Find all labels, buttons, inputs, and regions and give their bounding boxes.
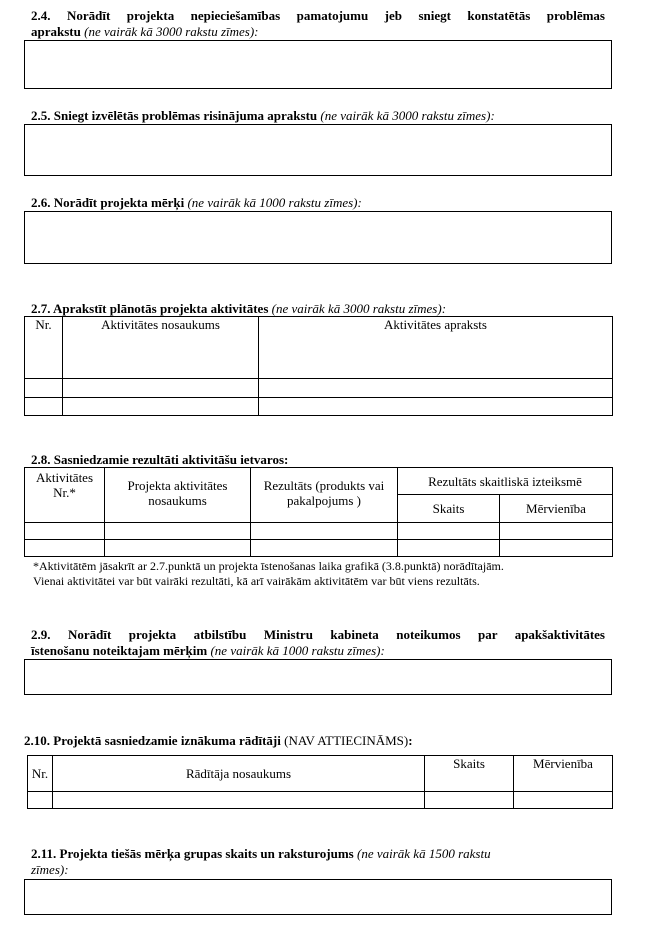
footnote-line: Vienai aktivitātei var būt vairāki rezultāti, kā arī vairākām aktivitātēm var būt viens rezultāts. [33, 574, 480, 588]
column-header-indicator-name: Rādītāja nosaukums [53, 756, 425, 792]
section-2-11-heading-text: 2.11. Projekta tiešās mērķa grupas skaits un raksturojums [31, 846, 354, 861]
column-header-activity-description: Aktivitātes apraksts [259, 317, 613, 379]
section-2-11-heading-line1 [31, 846, 605, 862]
table-cell[interactable] [500, 523, 613, 540]
section-2-9-heading-text: 2.9. Norādīt projekta atbilstību Ministru kabineta noteikumos par apakšaktivitātes [31, 627, 605, 642]
table-row [25, 523, 613, 540]
section-2-6-heading [31, 195, 611, 211]
table-cell[interactable] [105, 540, 251, 557]
table-cell[interactable] [425, 792, 514, 809]
section-2-6-heading-text: 2.6. Norādīt projekta mērķi [31, 195, 185, 210]
section-2-7-hint: (ne vairāk kā 3000 rakstu zīmes): [271, 301, 447, 316]
colon: : [357, 195, 362, 210]
column-header-activity-name: Aktivitātes nosaukums [63, 317, 259, 379]
section-2-4-hint: (ne vairāk kā 3000 rakstu zīmes) [84, 24, 255, 39]
section-2-8-heading [31, 452, 611, 468]
results-footnote [33, 559, 613, 589]
table-cell[interactable] [105, 523, 251, 540]
section-2-6-textarea[interactable] [24, 211, 612, 264]
section-2-8-heading-text: 2.8. Sasniedzamie rezultāti aktivitāšu ietvaros: [31, 452, 289, 467]
column-header-activity-nr: Aktivitātes Nr.* [25, 468, 105, 523]
colon: : [490, 108, 495, 123]
section-2-11-hint: (ne vairāk kā 1500 rakstu [356, 846, 491, 861]
output-indicators-table [27, 755, 613, 809]
table-cell[interactable] [398, 523, 500, 540]
table-row [25, 540, 613, 557]
column-header-unit: Mērvienība [500, 495, 613, 523]
column-header-unit: Mērvienība [514, 756, 613, 792]
section-2-4-heading-text-cont: aprakstu [31, 24, 81, 39]
table-row [28, 792, 613, 809]
table-cell[interactable] [251, 523, 398, 540]
section-2-11-textarea[interactable] [24, 879, 612, 915]
table-header-row [28, 756, 613, 792]
table-cell[interactable] [25, 379, 63, 398]
footnote-line: *Aktivitātēm jāsakrīt ar 2.7.punktā un projekta īstenošanas laika grafikā (3.8.punktā) norādītajām. [33, 559, 504, 573]
section-2-9-heading-line2 [31, 643, 605, 659]
table-cell[interactable] [500, 540, 613, 557]
table-header-row [25, 317, 613, 379]
column-header-count: Skaits [425, 756, 514, 792]
column-header-nr: Nr. [28, 756, 53, 792]
column-header-numeric: Rezultāts skaitliskā izteiksmē [398, 468, 613, 495]
section-2-11-hint-cont: zīmes) [31, 862, 65, 877]
colon: : [380, 643, 385, 658]
section-2-7-heading-text: 2.7. Aprakstīt plānotās projekta aktivitātes [31, 301, 269, 316]
section-2-9-textarea[interactable] [24, 659, 612, 695]
column-header-result: Rezultāts (produkts vai pakalpojums ) [251, 468, 398, 523]
table-cell[interactable] [28, 792, 53, 809]
colon: : [64, 862, 69, 877]
section-2-9-heading-text-cont: īstenošanu noteiktajam mērķim [31, 643, 208, 658]
table-cell[interactable] [259, 379, 613, 398]
section-2-4-textarea[interactable] [24, 40, 612, 89]
section-2-4-heading-line2 [31, 24, 605, 40]
table-cell[interactable] [25, 540, 105, 557]
table-cell[interactable] [63, 398, 259, 416]
section-2-6-hint: (ne vairāk kā 1000 rakstu zīmes) [187, 195, 358, 210]
column-header-activity-name: Projekta aktivitātes nosaukums [105, 468, 251, 523]
section-2-5-heading [31, 108, 611, 124]
section-2-10-heading-text: 2.10. Projektā sasniedzamie iznākuma rādītāji [24, 733, 281, 748]
section-2-5-heading-text: 2.5. Sniegt izvēlētās problēmas risinājuma aprakstu [31, 108, 318, 123]
column-header-nr: Nr. [25, 317, 63, 379]
table-cell[interactable] [63, 379, 259, 398]
section-2-4-heading-text: 2.4. Norādīt projekta nepieciešamības pamatojumu jeb sniegt konstatētās problēmas [31, 8, 605, 23]
section-2-4-heading-line1 [31, 8, 605, 24]
colon: : [254, 24, 259, 39]
column-header-count: Skaits [398, 495, 500, 523]
section-2-5-hint: (ne vairāk kā 3000 rakstu zīmes) [320, 108, 491, 123]
table-header-row [25, 468, 613, 495]
table-cell[interactable] [398, 540, 500, 557]
results-table [24, 467, 613, 557]
section-2-7-heading [31, 301, 611, 317]
table-row [25, 398, 613, 416]
colon: : [408, 733, 413, 748]
activities-table [24, 316, 613, 416]
section-2-5-textarea[interactable] [24, 124, 612, 176]
section-2-11-heading-line2 [31, 862, 605, 878]
table-cell[interactable] [25, 523, 105, 540]
table-cell[interactable] [25, 398, 63, 416]
table-cell[interactable] [53, 792, 425, 809]
table-cell[interactable] [251, 540, 398, 557]
section-2-10-heading [24, 733, 614, 749]
section-2-9-heading-line1 [31, 627, 605, 643]
table-cell[interactable] [514, 792, 613, 809]
section-2-9-hint: (ne vairāk kā 1000 rakstu zīmes) [210, 643, 381, 658]
section-2-10-not-applicable: (NAV ATTIECINĀMS) [284, 733, 409, 748]
table-cell[interactable] [259, 398, 613, 416]
table-row [25, 379, 613, 398]
